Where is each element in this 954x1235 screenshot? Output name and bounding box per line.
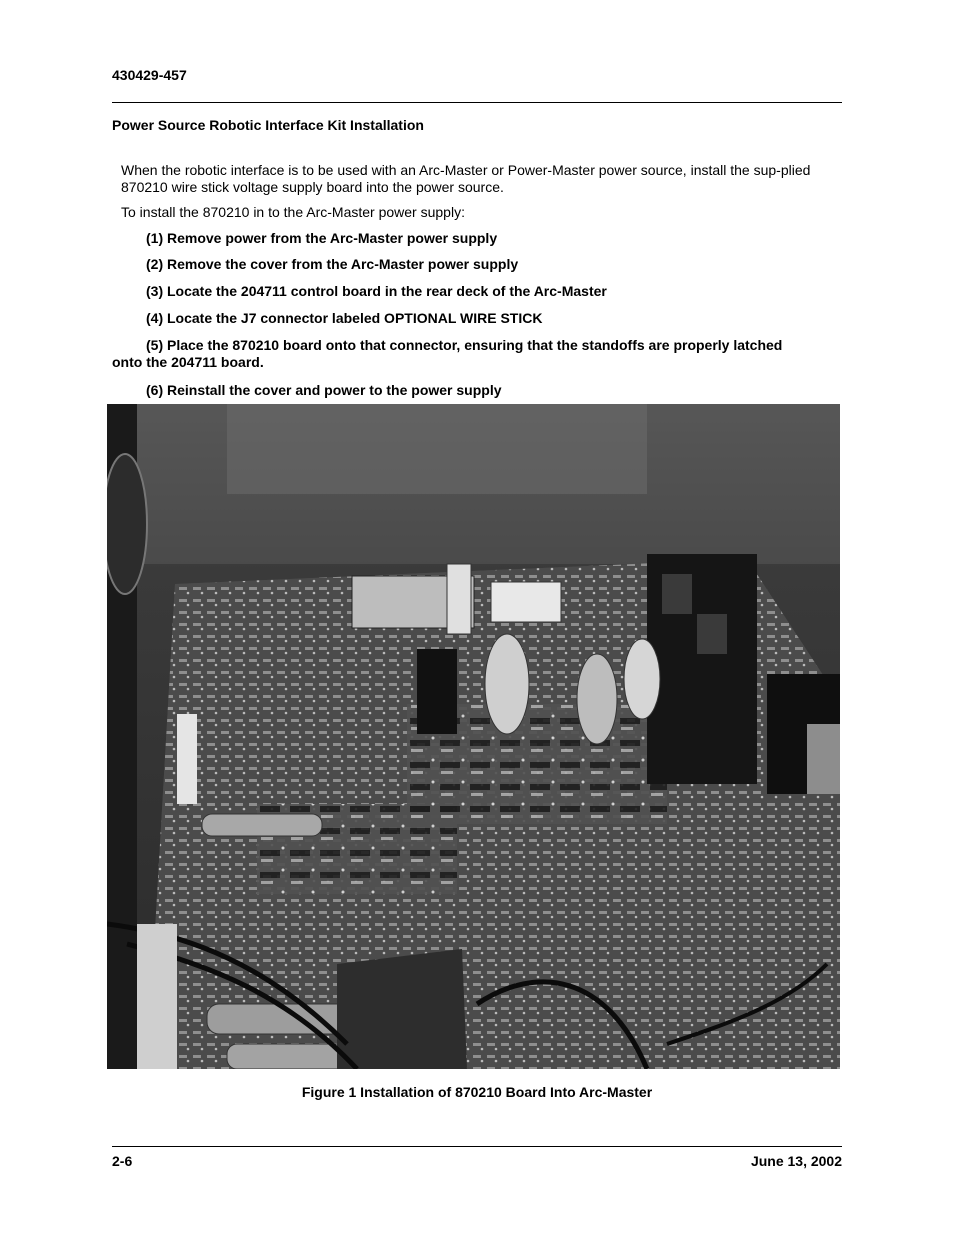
section-title: Power Source Robotic Interface Kit Installation — [112, 117, 424, 133]
page-number: 2-6 — [112, 1153, 133, 1169]
step-4: (4) Locate the J7 connector labeled OPTIONAL WIRE STICK — [146, 310, 543, 326]
step-6: (6) Reinstall the cover and power to the power supply — [146, 382, 502, 398]
footer-date: June 13, 2002 — [750, 1153, 842, 1169]
circuit-board-photo — [107, 404, 840, 1069]
lead-sentence: To install the 870210 in to the Arc-Master power supply: — [121, 204, 465, 220]
document-number: 430429-457 — [112, 67, 187, 83]
step-2: (2) Remove the cover from the Arc-Master power supply — [146, 256, 519, 272]
header-rule — [112, 102, 842, 103]
intro-paragraph: When the robotic interface is to be used with an Arc-Master or Power-Master power source, install the sup-plied 870210 wire stick voltage supply board into the power source. — [121, 162, 811, 195]
footer-rule — [112, 1146, 842, 1147]
step-3: (3) Locate the 204711 control board in the rear deck of the Arc-Master — [146, 283, 607, 299]
step-5: (5) Place the 870210 board onto that connector, ensuring that the standoffs are properly latched onto the 204711 board. — [112, 337, 783, 370]
step-1: (1) Remove power from the Arc-Master power supply — [146, 230, 498, 246]
figure-caption: Figure 1 Installation of 870210 Board Into Arc-Master — [301, 1084, 653, 1100]
